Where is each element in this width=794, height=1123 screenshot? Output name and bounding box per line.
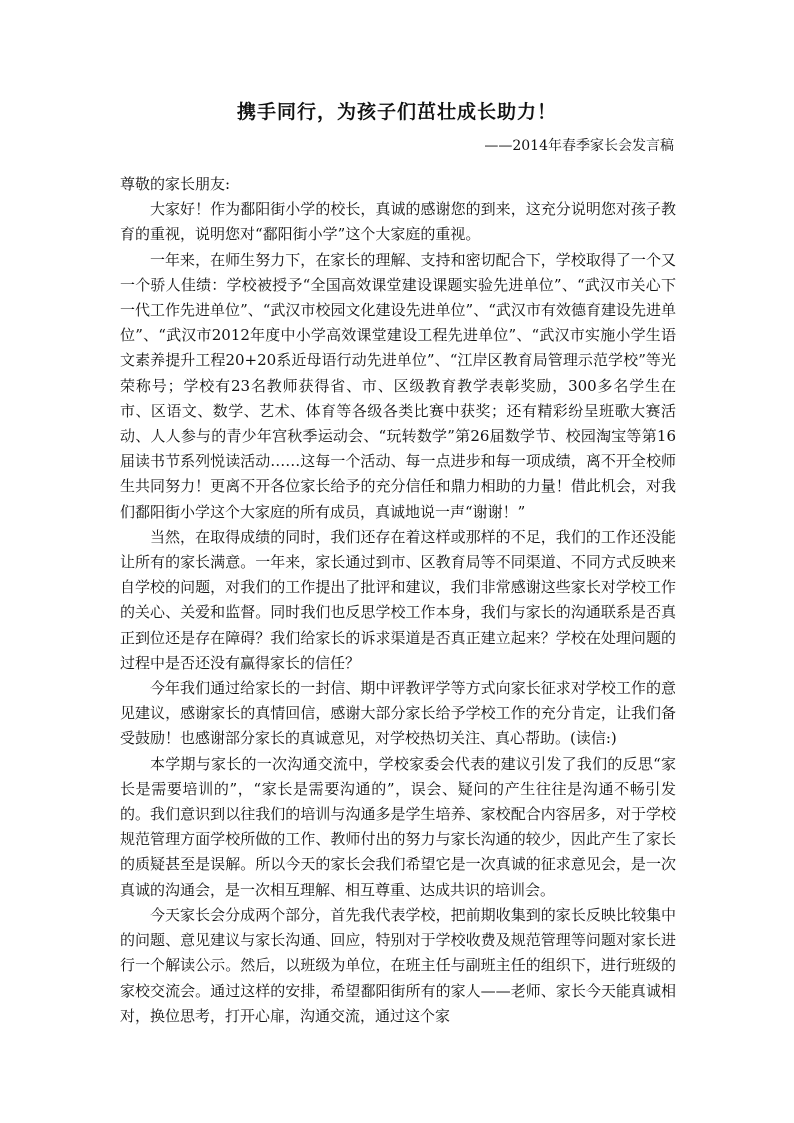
paragraph-achievements: 一年来，在师生努力下，在家长的理解、支持和密切配合下，学校取得了一个又一个骄人佳绩：学校被授予“全国高效课堂建设课题实验先进单位”、“武汉市关心下一代工作先进单位”、“武汉市校园文化建设先进单位”、“武汉市有效德育建设先进单位”、“武汉市2012年度中小学高效课堂建设工程先进单位”、“武汉市实施小学生语文素养提升工程20+20系近母语行动先进单位”、“江岸区教育局管理示范学校”等光荣称号；学校有23名教师获得省、市、区级教育教学表彰奖励，300多名学生在市、区语文、数学、艺术、体育等各级各类比赛中获奖；还有精彩纷呈班歌大赛活动、人人参与的青少年宫秋季运动会、“玩转数学”第26届数学节、校园淘宝等第16届读书节系列悦读活动……这每一个活动、每一点进步和每一项成绩，离不开全校师生共同努力！更离不开各位家长给予的充分信任和鼎力相助的力量！借此机会，对我们鄱阳街小学这个大家庭的所有成员，真诚地说一声“谢谢！” <box>120 250 676 521</box>
paragraph-reflection: 本学期与家长的一次沟通交流中，学校家委会代表的建议引发了我们的反思“家长是需要培训的”，“家长是需要沟通的”，误会、疑问的产生往往是沟通不畅引发的。我们意识到以往我们的培训与沟通多是学生培养、家校配合内容居多，对于学校规范管理方面学校所做的工作、教师付出的努力与家长沟通的较少，因此产生了家长的质疑甚至是误解。所以今天的家长会我们希望它是一次真诚的征求意见会，是一次真诚的沟通会，是一次相互理解、相互尊重、达成共识的培训会。 <box>120 754 676 899</box>
paragraph-meeting-plan: 今天家长会分成两个部分，首先我代表学校，把前期收集到的家长反映比较集中的问题、意见建议与家长沟通、回应，特别对于学校收费及规范管理等问题对家长进行一个解读公示。然后，以班级为单位，在班主任与副班主任的组织下，进行班级的家校交流会。通过这样的安排，希望鄱阳街所有的家人——老师、家长今天能真诚相对，换位思考，打开心扉，沟通交流，通过这个家 <box>120 905 676 1025</box>
paragraph-shortcomings: 当然，在取得成绩的同时，我们还存在着这样或那样的不足，我们的工作还没能让所有的家长满意。一年来，家长通过到市、区教育局等不同渠道、不同方式反映来自学校的问题，对我们的工作提出了批评和建议，我们非常感谢这些家长对学校工作的关心、关爱和监督。同时我们也反思学校工作本身，我们与家长的沟通联系是否真正到位还是存在障碍？我们给家长的诉求渠道是否真正建立起来？学校在处理问题的过程中是否还没有赢得家长的信任？ <box>120 527 676 672</box>
page-subtitle: ——2014年春季家长会发言稿 <box>484 138 674 154</box>
document-body <box>120 172 676 1029</box>
paragraph-greeting: 大家好！作为鄱阳街小学的校长，真诚的感谢您的到来，这充分说明您对孩子教育的重视，说明您对“鄱阳街小学”这个大家庭的重视。 <box>120 200 676 244</box>
paragraph-feedback: 今年我们通过给家长的一封信、期中评教评学等方式向家长征求对学校工作的意见建议，感谢家长的真情回信，感谢大部分家长给予学校工作的充分肯定，让我们备受鼓励！也感谢部分家长的真诚意见，对学校热切关注、真心帮助。(读信:) <box>120 679 676 748</box>
page-title: 携手同行，为孩子们茁壮成长助力！ <box>236 101 557 123</box>
salutation: 尊敬的家长朋友: <box>120 175 231 193</box>
